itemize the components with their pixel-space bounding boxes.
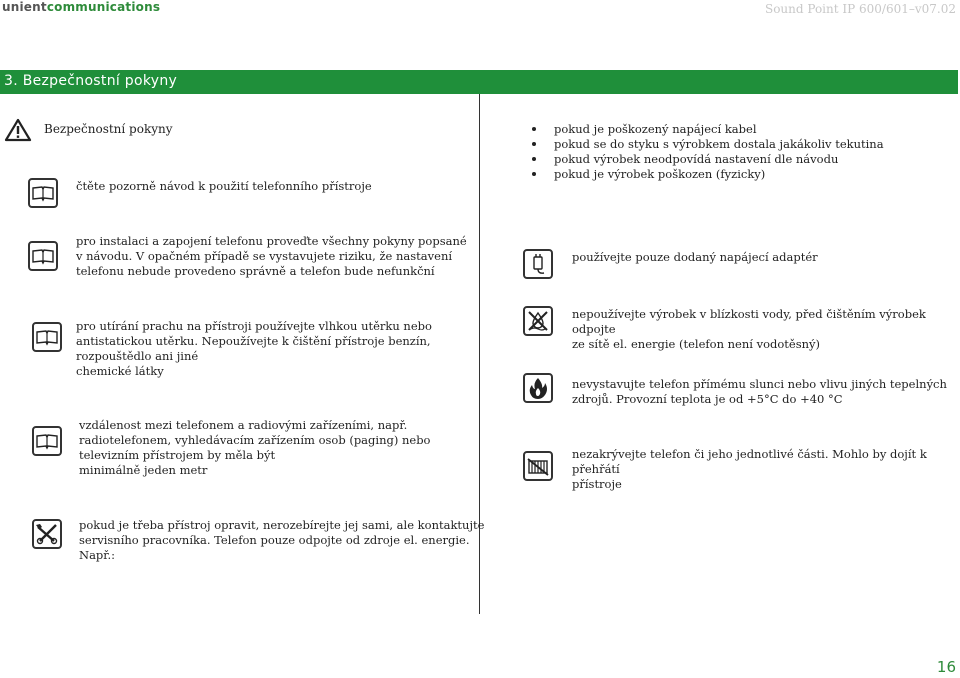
heat-warning-text (572, 377, 947, 407)
text-line: rozpouštědlo ani jiné (76, 349, 199, 363)
book-icon (32, 322, 62, 352)
text-line: antistatickou utěrku. Nepoužívejte k čištění přístroje benzín, (76, 334, 431, 348)
text-line: pro utírání prachu na přístroji používejte vlhkou utěrku nebo (76, 319, 432, 333)
text-line: Např.: (79, 548, 116, 562)
text-line: servisního pracovníka. Telefon pouze odpojte od zdroje el. energie. (79, 533, 470, 547)
no-repair-icon (32, 519, 62, 549)
power-adapter-icon (523, 249, 553, 279)
damage-conditions-list (532, 122, 884, 182)
text-line: pro instalaci a zapojení telefonu proveďte všechny pokyny popsané (76, 234, 467, 248)
installation-text (76, 234, 467, 279)
cover-warning-text (572, 447, 960, 492)
text-line: v návodu. V opačném případě se vystavujete riziku, že nastavení (76, 249, 453, 263)
section-title: 3. Bezpečnostní pokyny (4, 73, 178, 89)
text-line: televizním přístrojem by měla být (79, 448, 276, 462)
text-line: nezakrývejte telefon či jeho jednotlivé části. Mohlo by dojít k přehřátí (572, 447, 927, 476)
list-item: pokud je výrobek poškozen (fyzicky) (532, 167, 884, 182)
no-water-icon (523, 306, 553, 336)
heater-icon (523, 451, 553, 481)
brand-logo (2, 0, 160, 14)
document-id: Sound Point IP 600/601–v07.02 (764, 2, 956, 16)
text-line: radiotelefonem, vyhledávacím zařízením osob (paging) nebo (79, 433, 431, 447)
brand-suffix: communications (46, 0, 161, 14)
text-line: ze sítě el. energie (telefon není vodotěsný) (572, 337, 821, 351)
text-line: přístroje (572, 477, 622, 491)
list-item: pokud výrobek neodpovídá nastavení dle návodu (532, 152, 884, 167)
list-item: pokud je poškozený napájecí kabel (532, 122, 884, 137)
warning-icon (4, 118, 32, 146)
adapter-text: používejte pouze dodaný napájecí adaptér (572, 250, 818, 264)
book-icon (28, 178, 58, 208)
text-line: zdrojů. Provozní teplota je od +5°C do +40 °C (572, 392, 843, 406)
text-line: pokud je třeba přístroj opravit, nerozebírejte jej sami, ale kontaktujte (79, 518, 485, 532)
text-line: chemické látky (76, 364, 164, 378)
page-number: 16 (936, 658, 956, 676)
cleaning-text (76, 319, 432, 379)
warning-title: Bezpečnostní pokyny (44, 122, 173, 136)
repair-text (79, 518, 484, 563)
water-warning-text (572, 307, 960, 352)
text-line: minimálně jeden metr (79, 463, 208, 477)
text-line: nevystavujte telefon přímému slunci nebo vlivu jiných tepelných (572, 377, 947, 391)
list-item: pokud se do styku s výrobkem dostala jakákoliv tekutina (532, 137, 884, 152)
fire-icon (523, 373, 553, 403)
brand-prefix: unient (2, 0, 47, 14)
radio-distance-text (79, 418, 431, 478)
book-icon (32, 426, 62, 456)
read-manual-text: čtěte pozorně návod k použití telefonního přístroje (76, 179, 372, 193)
text-line: nepoužívejte výrobek v blízkosti vody, před čištěním výrobek odpojte (572, 307, 926, 336)
book-icon (28, 241, 58, 271)
text-line: telefonu nebude provedeno správně a telefon bude nefunkční (76, 264, 435, 278)
text-line: vzdálenost mezi telefonem a radiovými zařízeními, např. (79, 418, 408, 432)
